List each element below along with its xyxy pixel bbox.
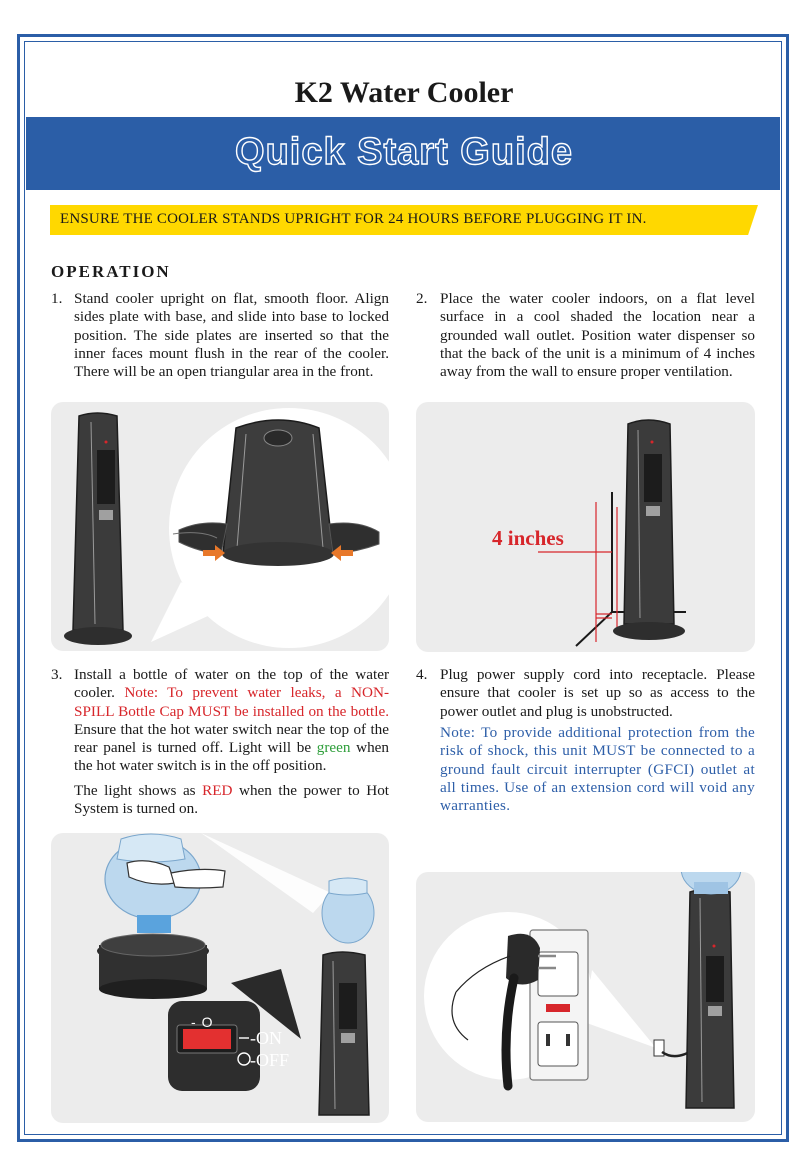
step-1	[51, 290, 389, 381]
figure-1-panel	[51, 402, 389, 651]
step-number: 4.	[416, 666, 428, 683]
switch-on-label: -ON	[250, 1028, 282, 1048]
red-light-word: RED	[202, 781, 233, 799]
bottle-cap-warning: Note: To prevent water leaks, a NON-SPILL Bottle Cap MUST be installed on the bottle.	[74, 684, 389, 720]
step-3	[51, 666, 389, 818]
figure-3-illustration	[51, 833, 389, 1123]
step-text: Stand cooler upright on flat, smooth floor. Align sides plate with base, and slide into base to locked position. The side plates are inserted so that the inner faces mount flush in the rear of the cooler. There will be an open triangular area in the front.	[74, 290, 389, 381]
rocker-switch-label	[191, 1014, 219, 1030]
step-2	[416, 290, 755, 381]
rocker-dash: -	[191, 1014, 202, 1030]
step-text	[51, 666, 389, 776]
step-text-part: when the hot water switch is in the off position.	[74, 739, 389, 775]
switch-off-label: -OFF	[250, 1050, 290, 1070]
step-number: 2.	[416, 290, 428, 307]
gfci-note: Note: To provide additional protection from the risk of shock, this unit MUST be connected to a ground fault circuit interrupter (GFCI) outlet at all times. Use of an extension cord will void any warranties.	[440, 724, 755, 815]
measurement-label: 4 inches	[492, 526, 564, 550]
section-heading: OPERATION	[51, 262, 171, 281]
step-text-part: Install a bottle of water on the top of the water cooler.	[74, 666, 389, 702]
page-title: K2 Water Cooler	[294, 76, 514, 109]
figure-2-panel	[416, 402, 755, 652]
rocker-o: O	[201, 1014, 219, 1030]
step-number: 3.	[51, 666, 63, 683]
figure-2-illustration	[416, 402, 755, 652]
figure-3-panel	[51, 833, 389, 1123]
step-number: 1.	[51, 290, 63, 307]
step-4	[416, 666, 755, 721]
step-text: Plug power supply cord into receptacle. Please ensure that cooler is set up so as access to the power outlet and plug is unobstructed.	[440, 666, 755, 720]
step-text-para2	[51, 782, 389, 819]
step-text-part: The light shows as	[74, 781, 203, 799]
banner-heading: Quick Start Guide	[235, 131, 573, 173]
notice-text: ENSURE THE COOLER STANDS UPRIGHT FOR 24 HOURS BEFORE PLUGGING IT IN.	[60, 211, 647, 227]
step-text: Place the water cooler indoors, on a flat level surface in a cool shaded the location near a grounded wall outlet. Position water dispenser so that the back of the unit is a minimum of 4 inches away from the wall to ensure proper ventilation.	[440, 290, 755, 381]
step-text-part: when the power to Hot System is turned on.	[74, 781, 390, 818]
step-text-part: Ensure that the hot water switch near the top of the rear panel is turned off. Light will be	[74, 720, 389, 757]
green-light-word: green	[316, 739, 351, 757]
figure-4-illustration	[416, 872, 755, 1122]
figure-1-illustration	[51, 402, 389, 651]
figure-4-panel	[416, 872, 755, 1122]
